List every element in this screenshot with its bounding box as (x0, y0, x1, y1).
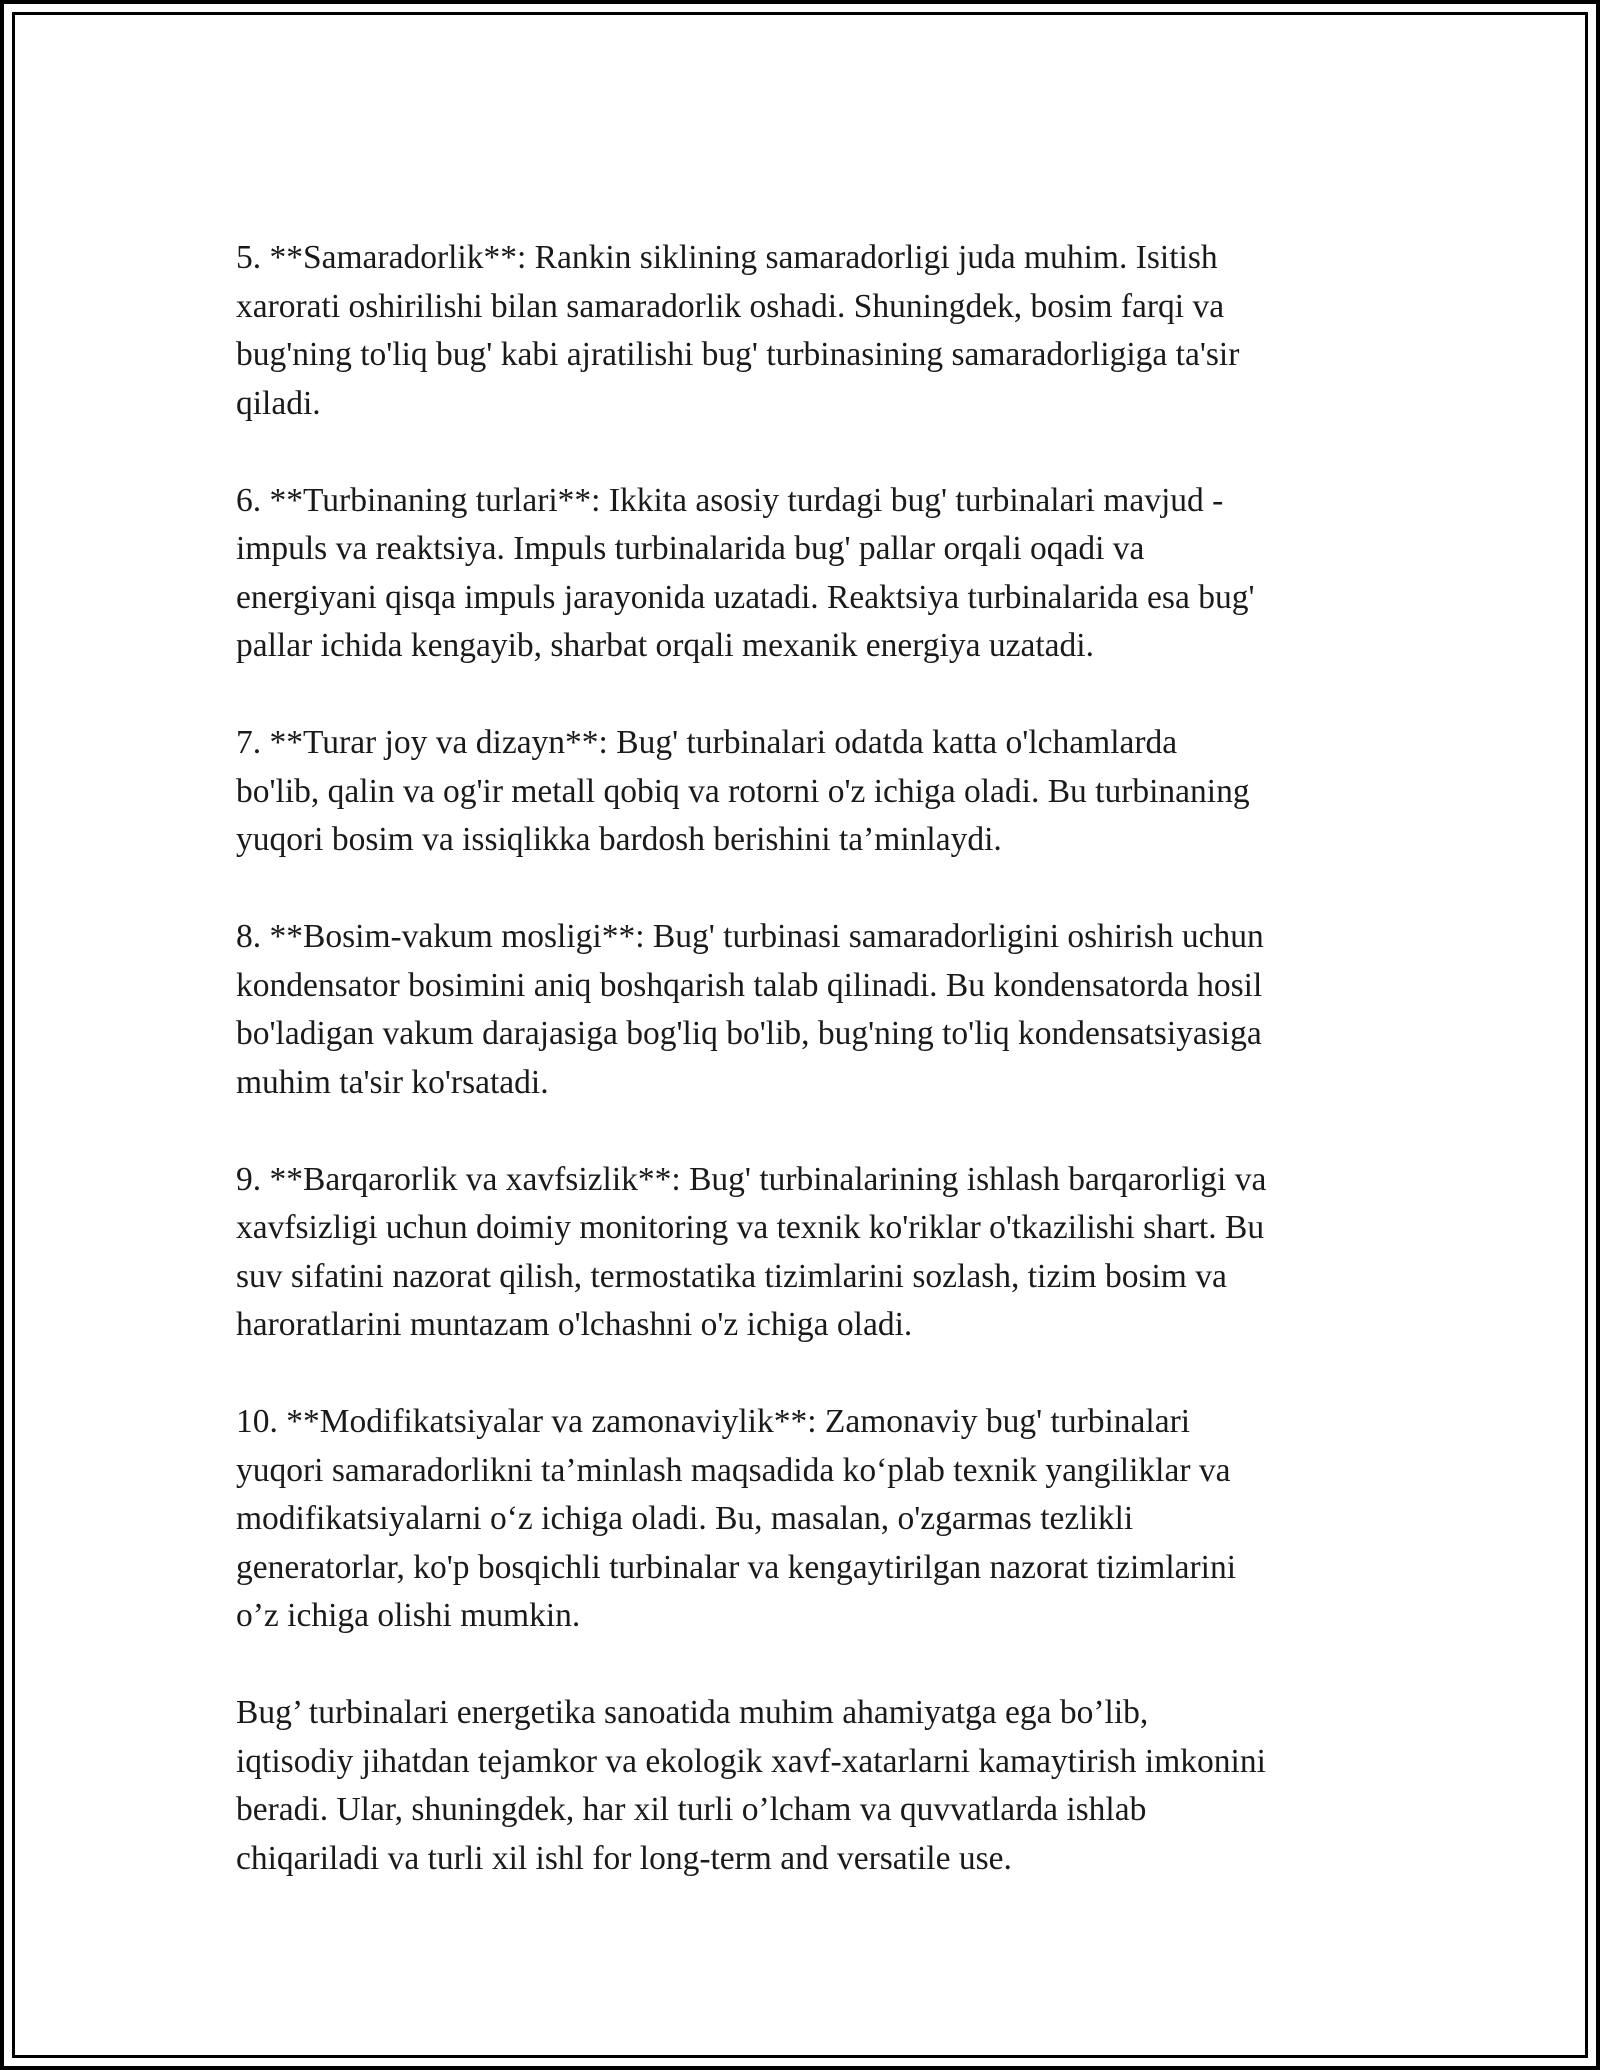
paragraph-bosim-vakum-mosligi: 8. **Bosim-vakum mosligi**: Bug' turbinasi samaradorligini oshirish uchun kondensator bosimini aniq boshqarish talab qilinadi. Bu kondensatorda hosil bo'ladigan vakum darajasiga bog'liq bo'lib, bug'ning to'liq kondensatsiyasiga muhim ta'sir ko'rsatadi. (236, 918, 1264, 1101)
paragraph-turar-joy-va-dizayn: 7. **Turar joy va dizayn**: Bug' turbinalari odatda katta o'lchamlarda bo'lib, qalin va og'ir metall qobiq va rotorni o'z ichiga oladi. Bu turbinaning yuqori bosim va issiqlikka bardosh berishini ta’minlaydi. (236, 724, 1250, 858)
document-body (236, 234, 1376, 1883)
paragraph-samaradorlik: 5. **Samaradorlik**: Rankin siklining samaradorligi juda muhim. Isitish xarorati oshirilishi bilan samaradorlik oshadi. Shuningdek, bosim farqi va bug'ning to'liq bug' kabi ajratilishi bug' turbinasining samaradorligiga ta'sir qiladi. (236, 239, 1240, 422)
paragraph-barqarorlik-va-xavfsizlik: 9. **Barqarorlik va xavfsizlik**: Bug' turbinalarining ishlash barqarorligi va xavfsizligi uchun doimiy monitoring va texnik ko'riklar o'tkazilishi shart. Bu suv sifatini nazorat qilish, termostatika tizimlarini sozlash, tizim bosim va haroratlarini muntazam o'lchashni o'z ichiga oladi. (236, 1160, 1267, 1343)
paragraph-modifikatsiyalar: 10. **Modifikatsiyalar va zamonaviylik**: Zamonaviy bug' turbinalari yuqori samaradorlikni ta’minlash maqsadida ko‘plab texnik yangiliklar va modifikatsiyalarni o‘z ichiga oladi. Bu, masalan, o'zgarmas tezlikli generatorlar, ko'p bosqichli turbinalar va kengaytirilgan nazorat tizimlarini o’z ichiga olishi mumkin. (236, 1403, 1237, 1634)
paragraph-turbinaning-turlari: 6. **Turbinaning turlari**: Ikkita asosiy turdagi bug' turbinalari mavjud - impuls va reaktsiya. Impuls turbinalarida bug' pallar orqali oqadi va energiyani qisqa impuls jarayonida uzatadi. Reaktsiya turbinalarida esa bug' pallar ichida kengayib, sharbat orqali mexanik energiya uzatadi. (236, 481, 1255, 664)
paragraph-conclusion: Bug’ turbinalari energetika sanoatida muhim ahamiyatga ega bo’lib, iqtisodiy jihatdan tejamkor va ekologik xavf-xatarlarni kamaytirish imkonini beradi. Ular, shuningdek, har xil turli o’lcham va quvvatlarda ishlab chiqariladi va turli xil ishl for long-term and versatile use. (236, 1694, 1266, 1877)
